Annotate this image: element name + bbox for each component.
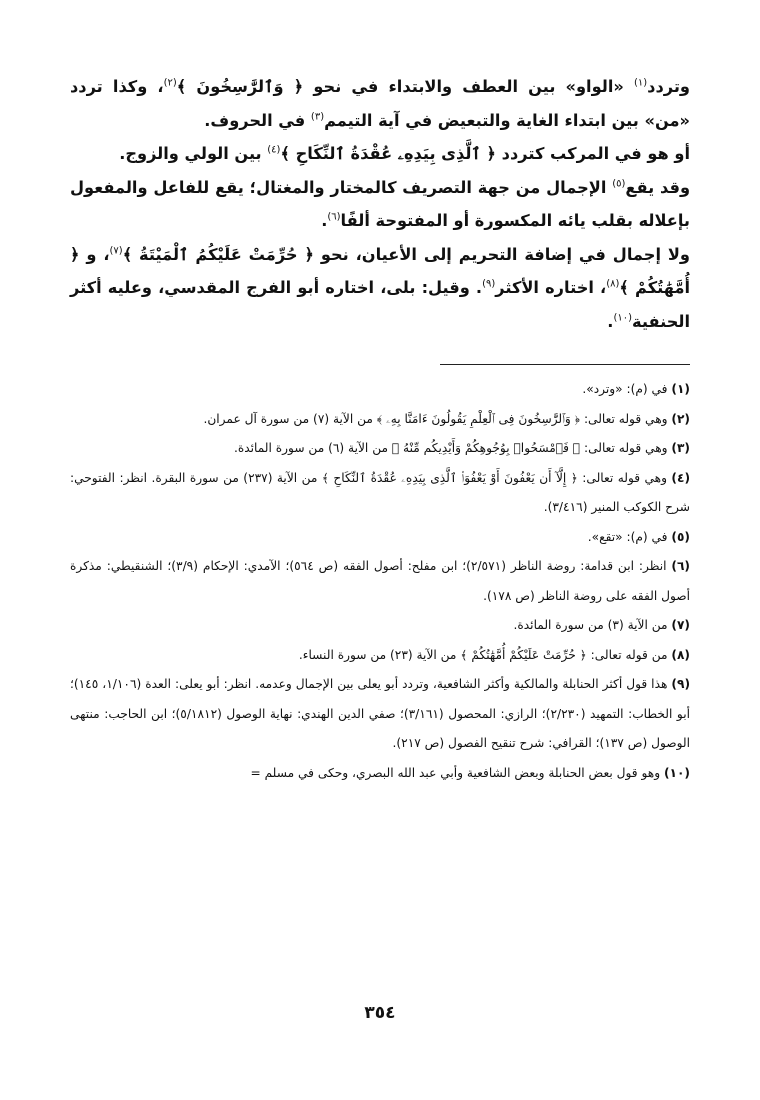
paragraph-2 [70,137,690,171]
page-number: ٣٥٤ [364,1003,396,1023]
footnote-ref: (٥) [612,178,626,190]
footnote [70,434,690,464]
footnote-text: وهي قوله تعالى: ﴿ فَٱمْسَحُوا۟ بِوُجُوهِكُمْ وَأَيْدِيكُم مِّنْهُ ﴾ من الآية (٦) من سورة المائدة. [234,441,668,455]
footnote-number: (١٠) [663,765,690,780]
text-run: . [321,211,328,230]
text-run: أو هو في المركب كتردد [496,144,690,163]
footnote [70,641,690,671]
footnote-number: (١) [671,382,690,396]
footnote-number: (٣) [671,441,690,455]
quran-quote: ﴿ ٱلَّذِى بِيَدِهِۦ عُقْدَةُ ٱلنِّكَاحِ ﴾ [280,144,497,163]
footnote-number: (٧) [671,618,690,632]
quran-quote: ﴿ وَٱلرَّٰسِخُونَ ﴾ [176,77,304,96]
footnote [70,523,690,553]
text-run: . [607,311,614,331]
footnote-text: هذا قول أكثر الحنابلة والمالكية وأكثر الشافعية، وتردد أبو يعلى بين الإجمال وعدمه. انظر: أبو يعلى: العدة (١/١٠٦، ١٤٥)؛ أبو الخطاب: التمهيد (٢/٢٣٠)؛ الرازي: المحصول (٣/١٦١)؛ صفي الدين الهندي: نهاية الوصول (٥/١٨١٢)؛ ابن الحاجب: منتهى الوصول (ص ١٣٧)؛ القرافي: شرح تنقيح الفصول (ص ٢١٧). [70,677,690,750]
footnote-divider [440,364,690,365]
footnote [70,611,690,641]
paragraph-4 [70,238,690,339]
footnote-ref: (٦) [327,211,341,223]
footnote [70,464,690,523]
text-run: وقد يقع [625,177,691,197]
text-run: ، اختاره الأكثر [495,278,607,297]
footnote-text: انظر: ابن قدامة: روضة الناظر (٢/٥٧١)؛ ابن مفلح: أصول الفقه (ص ٥٦٤)؛ الآمدي: الإحكام (٣/٩)؛ الشنقيطي: مذكرة أصول الفقه على روضة الناظر (ص ١٧٨). [70,559,690,603]
footnote [70,375,690,405]
footnote-number: (٩) [671,677,691,691]
text-run: الإجمال من جهة التصريف كالمختار والمغتال؛ يقع للفاعل والمفعول بإعلاله بقلب يائه المكسورة أو المفتوحة ألفًا [70,177,690,230]
footnote-number: (٥) [671,529,690,544]
footnote-number: (٨) [671,647,690,662]
footnote [70,670,690,759]
text-run: في الحروف. [204,110,311,130]
footnote-text: من قوله تعالى: ﴿ حُرِّمَتْ عَلَيْكُمْ أُمَّهَٰتُكُمْ ﴾ من الآية (٢٣) من سورة النساء. [298,647,668,662]
footnote-text: من الآية (٣) من سورة المائدة. [513,618,668,632]
text-run: ولا إجمال في إضافة التحريم إلى الأعيان، نحو [313,244,690,264]
text-run: وتردد [647,77,690,96]
footnote [70,552,690,611]
footnote-ref: (٨) [606,278,620,290]
footnotes [70,375,690,788]
text-run: ، و [79,244,110,264]
footnote-ref: (١٠) [613,312,633,324]
text-run: ، وكذا تردد «من» بين ابتداء الغاية والتبعيض في آية التيمم [70,77,690,130]
paragraph-3 [70,171,690,238]
text-run: بين الولي والزوج. [119,144,268,163]
footnote-text: وهي قوله تعالى: ﴿ إِلَّآ أَن يَعْفُونَ أَوْ يَعْفُوَا۟ ٱلَّذِى بِيَدِهِۦ عُقْدَةُ ٱلنِّكَاحِ ﴾ من الآية (٢٣٧) من سورة البقرة. انظر: الفتوحي: شرح الكوكب المنير (٣/٤١٦). [70,470,690,514]
footnote-ref: (٤) [267,144,281,156]
footnote-text: في (م): «وترد». [582,382,668,396]
text-run: . وقيل: بلى، اختاره أبو الفرج المقدسي، وعليه أكثر الحنفية [70,278,690,331]
footnote-text: وهي قوله تعالى: ﴿ وَٱلرَّٰسِخُونَ فِى ٱلْعِلْمِ يَقُولُونَ ءَامَنَّا بِهِۦ ﴾ من الآية (٧) من سورة آل عمران. [203,411,668,426]
book-page [70,70,690,1040]
paragraph-1 [70,70,690,137]
footnote-ref: (١) [633,77,648,89]
footnote-ref: (٣) [310,111,325,123]
footnote [70,759,690,789]
footnote-text: وهو قول بعض الحنابلة وبعض الشافعية وأبي عبد الله البصري، وحكى في مسلم = [250,765,661,780]
footnote-number: (٢) [671,411,690,426]
footnote-text: في (م): «تقع». [587,529,668,544]
footnote-ref: (٧) [109,245,123,257]
main-text [70,70,690,338]
footnote-ref: (٩) [482,278,496,290]
footnote-ref: (٢) [163,77,177,89]
footnote-number: (٦) [671,559,690,573]
footnote [70,405,690,435]
quran-quote: ﴿ أُمَّهَٰتُكُمْ ﴾ [70,244,691,297]
text-run: «الواو» بين العطف والابتداء في نحو [303,77,634,96]
footnote-number: (٤) [671,470,691,485]
quran-quote: ﴿ حُرِّمَتْ عَلَيْكُمُ ٱلْمَيْتَةُ ﴾ [122,244,314,264]
